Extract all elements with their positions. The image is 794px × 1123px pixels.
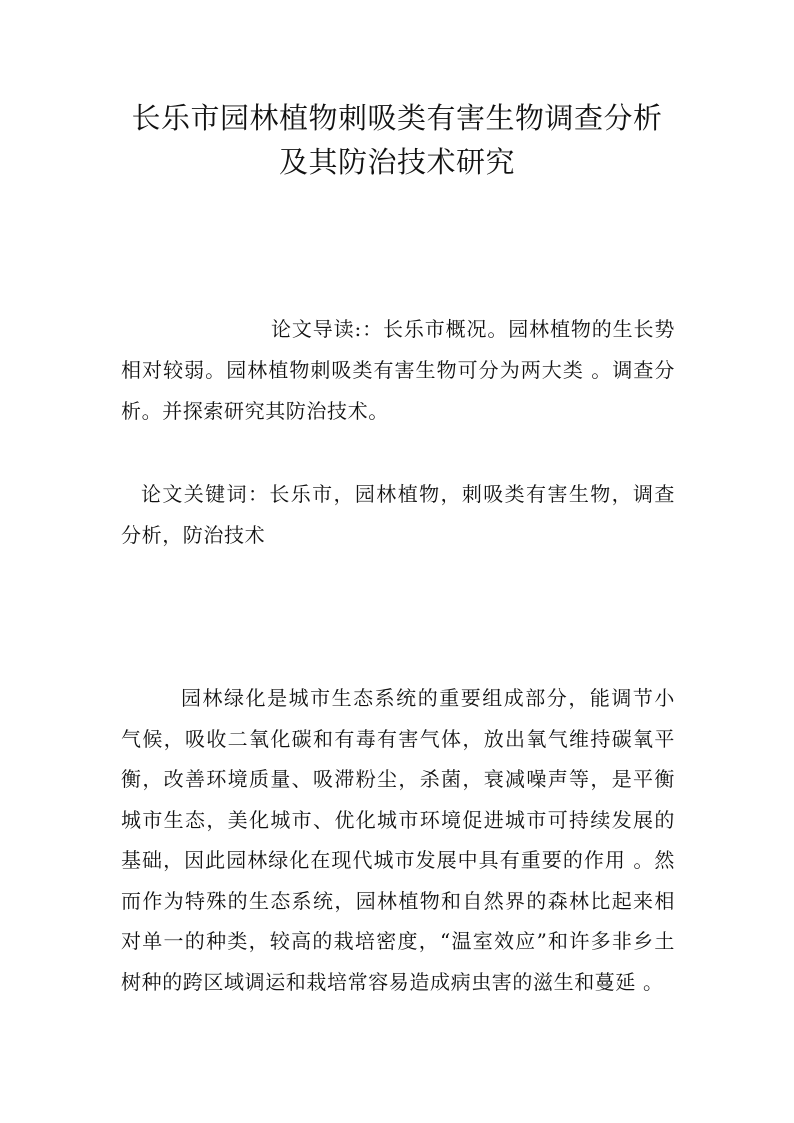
guide-paragraph: 论文导读:：长乐市概况。园林植物的生长势相对较弱。园林植物刺吸类有害生物可分为两大类 。调查分析。并探索研究其防治技术。 [121, 317, 675, 423]
body-paragraph: 园林绿化是城市生态系统的重要组成部分，能调节小气候，吸收二氧化碳和有毒有害气体，放出氧气维持碳氧平衡，改善环境质量、吸滞粉尘，杀菌，衰减噪声等，是平衡城市生态，美化城市、优化城市环境促进城市可持续发展的基础，因此园林绿化在现代城市发展中具有重要的作用 。然而作为特殊的生态系统，园林植物和自然界的森林比起来相对单一的种类，较高的栽培密度，“温室效应”和许多非乡土树种的跨区域调运和栽培常容易造成病虫害的滋生和蔓延 。 [121, 686, 675, 994]
title-line-1: 长乐市园林植物刺吸类有害生物调查分析 [131, 101, 663, 135]
keywords-paragraph: 论文关键词：长乐市，园林植物，刺吸类有害生物，调查分析，防治技术 [121, 482, 675, 547]
title-line-2: 及其防治技术研究 [278, 145, 515, 179]
